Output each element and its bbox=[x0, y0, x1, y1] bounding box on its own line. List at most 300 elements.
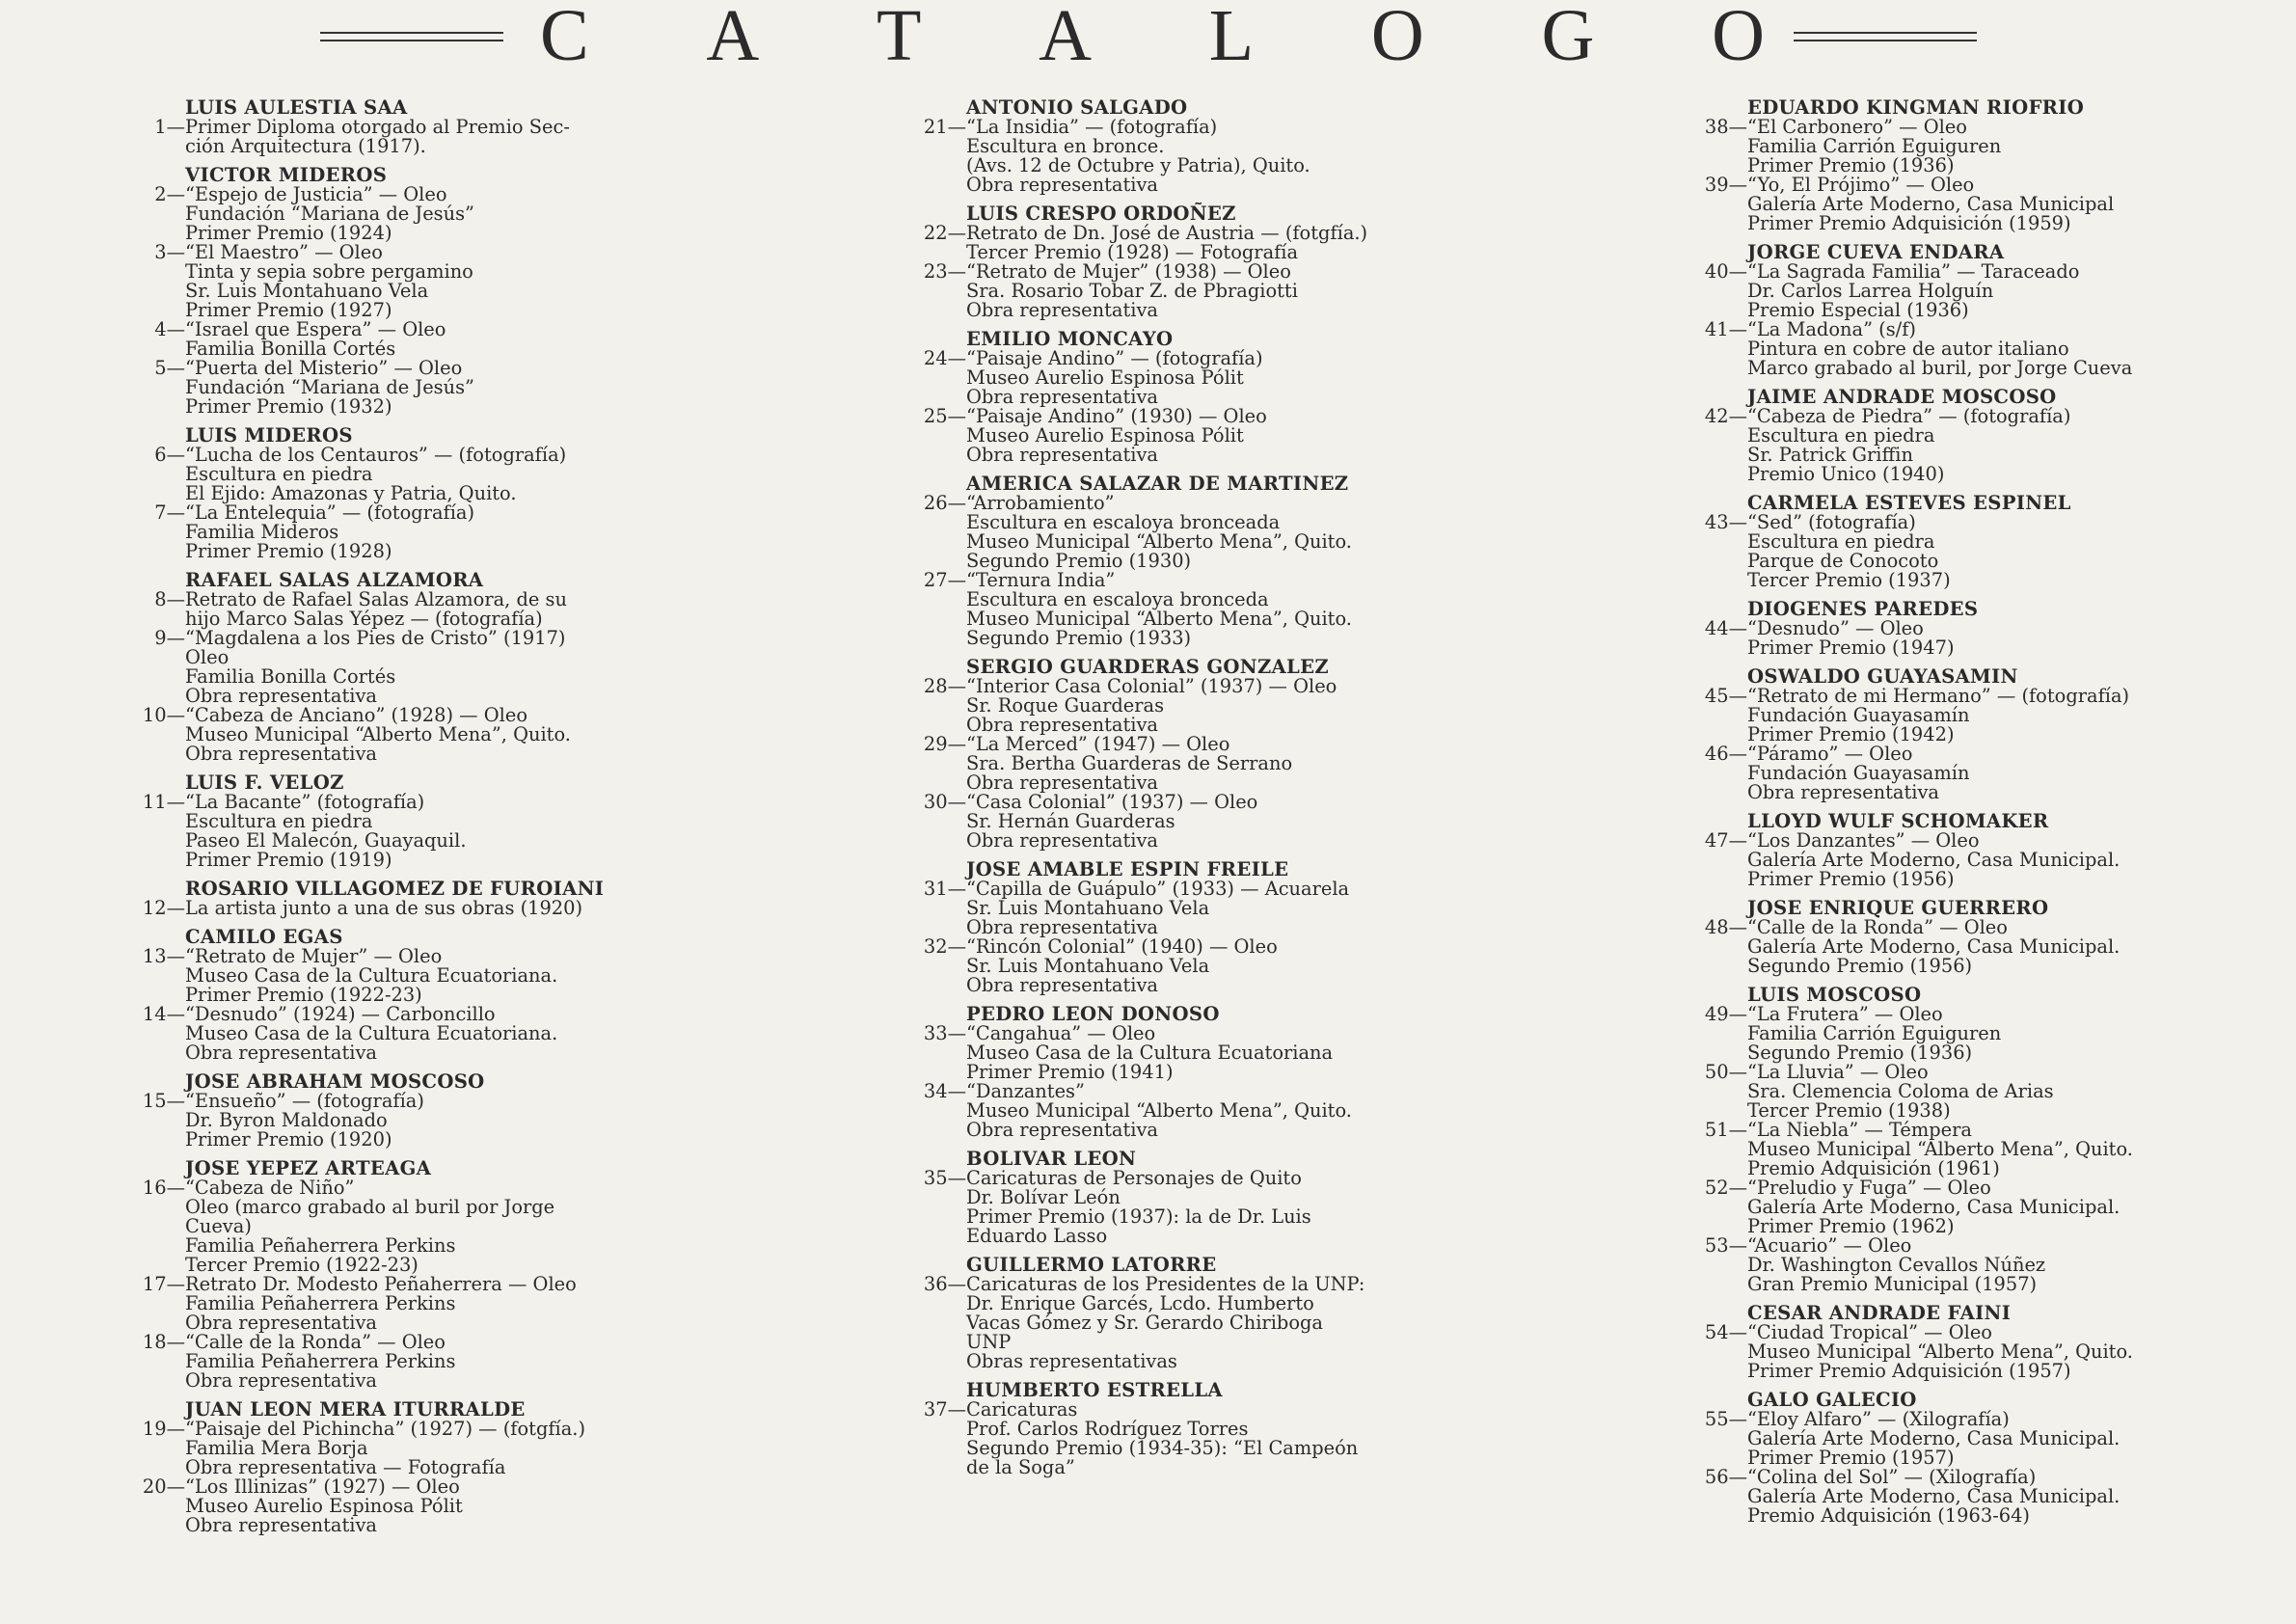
work-detail-line: Obra representativa bbox=[1747, 781, 1939, 803]
artist-name: BOLIVAR LEON bbox=[966, 1148, 1137, 1170]
work-detail-line: “Ciudad Tropical” — Oleo bbox=[1747, 1321, 1992, 1343]
work-detail-line: Sra. Rosario Tobar Z. de Pbragiotti bbox=[966, 280, 1298, 302]
artist-name: ANTONIO SALGADO bbox=[966, 96, 1188, 119]
work-detail-line: Obra representativa bbox=[966, 444, 1158, 466]
work-detail-line: Primer Premio Adquisición (1957) bbox=[1747, 1360, 2071, 1382]
work-details bbox=[185, 947, 609, 1005]
work-detail-line: Dr. Byron Maldonado bbox=[185, 1109, 388, 1131]
artist-name: LUIS MIDEROS bbox=[185, 424, 353, 447]
work-details bbox=[966, 793, 1429, 851]
work-details bbox=[1747, 831, 2210, 889]
work-detail-line: Museo Casa de la Cultura Ecuatoriana. bbox=[185, 1022, 558, 1044]
work-detail-line: “Calle de la Ronda” — Oleo bbox=[185, 1331, 446, 1353]
work-detail-line: Eduardo Lasso bbox=[966, 1225, 1108, 1247]
work-detail-line: Escultura en piedra bbox=[1747, 424, 1935, 447]
work-number: 45— bbox=[1704, 685, 1747, 707]
work-number: 33— bbox=[923, 1022, 966, 1044]
work-detail-line: El Ejido: Amazonas y Patria, Quito. bbox=[185, 482, 517, 504]
work-details bbox=[966, 880, 1429, 937]
work-detail-line: Segundo Premio (1933) bbox=[966, 627, 1192, 649]
work-number: 27— bbox=[923, 569, 966, 591]
work-entry bbox=[1689, 918, 2210, 976]
artist-name: JORGE CUEVA ENDARA bbox=[1747, 241, 2005, 263]
work-detail-line: Primer Premio (1942) bbox=[1747, 723, 1955, 745]
title-letter: O bbox=[1370, 0, 1424, 76]
work-detail-line: Galería Arte Moderno, Casa Municipal. bbox=[1747, 935, 2120, 958]
artist-entry bbox=[127, 166, 609, 417]
artist-name: JUAN LEON MERA ITURRALDE bbox=[185, 1398, 526, 1421]
work-number: 48— bbox=[1704, 916, 1747, 938]
artist-name: OSWALDO GUAYASAMIN bbox=[1747, 665, 2018, 688]
work-entry bbox=[1689, 1323, 2210, 1381]
work-details bbox=[966, 937, 1429, 995]
artist-entry bbox=[908, 330, 1429, 465]
work-number: 46— bbox=[1704, 743, 1747, 765]
catalog-column-2 bbox=[908, 93, 1429, 1477]
work-detail-line: La artista junto a una de sus obras (1920) bbox=[185, 897, 583, 919]
work-detail-line: Dr. Carlos Larrea Holguín bbox=[1747, 280, 1994, 302]
work-detail-line: Sr. Luis Montahuano Vela bbox=[966, 897, 1210, 919]
artist-name: AMERICA SALAZAR DE MARTINEZ bbox=[966, 473, 1349, 495]
artist-name: LUIS F. VELOZ bbox=[185, 771, 344, 794]
work-detail-line: Familia Bonilla Cortés bbox=[185, 665, 396, 688]
work-detail-line: Familia Peñaherrera Perkins bbox=[185, 1292, 456, 1314]
artist-entry bbox=[908, 658, 1429, 851]
work-number: 41— bbox=[1704, 318, 1747, 340]
artist-entry bbox=[908, 1256, 1429, 1371]
work-details bbox=[185, 1333, 609, 1391]
work-number: 15— bbox=[142, 1090, 185, 1112]
work-detail-line: Tercer Premio (1928) — Fotografía bbox=[966, 241, 1299, 263]
work-entry bbox=[127, 1178, 609, 1275]
work-number: 42— bbox=[1704, 405, 1747, 427]
work-detail-line: “Acuario” — Oleo bbox=[1747, 1234, 1912, 1257]
work-detail-line: Familia Mideros bbox=[185, 521, 339, 543]
work-entry bbox=[908, 494, 1429, 571]
work-detail-line: Galería Arte Moderno, Casa Municipal bbox=[1747, 193, 2115, 215]
work-details bbox=[966, 735, 1429, 793]
work-number: 54— bbox=[1704, 1321, 1747, 1343]
work-entry bbox=[127, 793, 609, 870]
artist-name: VICTOR MIDEROS bbox=[185, 164, 388, 186]
work-entry bbox=[908, 1082, 1429, 1140]
artist-entry bbox=[127, 426, 609, 561]
work-detail-line: Obras representativas bbox=[966, 1350, 1177, 1372]
work-detail-line: Vacas Gómez y Sr. Gerardo Chiriboga bbox=[966, 1312, 1323, 1334]
work-detail-line: “Cabeza de Niño” bbox=[185, 1177, 355, 1199]
work-detail-line: Segundo Premio (1934-35): “El Campeón bbox=[966, 1437, 1359, 1459]
work-details bbox=[1747, 1236, 2210, 1294]
work-details bbox=[185, 706, 609, 764]
work-detail-line: Premio Adquisición (1961) bbox=[1747, 1157, 2000, 1179]
work-number: 30— bbox=[923, 791, 966, 813]
work-detail-line: Obra representativa bbox=[966, 771, 1158, 794]
work-detail-line: Familia Bonilla Cortés bbox=[185, 338, 396, 360]
work-detail-line: “Cabeza de Anciano” (1928) — Oleo bbox=[185, 704, 527, 726]
work-details bbox=[1747, 619, 2210, 658]
work-entry bbox=[908, 224, 1429, 262]
work-detail-line: Fundación Guayasamín bbox=[1747, 762, 1970, 784]
work-details bbox=[966, 677, 1429, 735]
work-number: 55— bbox=[1704, 1408, 1747, 1430]
work-detail-line: Galería Arte Moderno, Casa Municipal. bbox=[1747, 849, 2120, 871]
work-detail-line: Primer Premio (1932) bbox=[185, 395, 392, 418]
work-detail-line: Museo Aurelio Espinosa Pólit bbox=[185, 1495, 463, 1517]
work-entry bbox=[127, 1333, 609, 1391]
work-entry bbox=[908, 349, 1429, 407]
artist-entry bbox=[1689, 600, 2210, 658]
work-detail-line: “La Entelequia” — (fotografía) bbox=[185, 501, 475, 524]
artist-entry bbox=[908, 98, 1429, 195]
artist-name: CAMILO EGAS bbox=[185, 926, 343, 948]
work-entry bbox=[1689, 262, 2210, 320]
work-entry bbox=[127, 320, 609, 359]
title-letter: A bbox=[706, 0, 760, 76]
title-letter: G bbox=[1541, 0, 1595, 76]
work-entry bbox=[1689, 619, 2210, 658]
work-detail-line: Obra representativa bbox=[185, 1514, 377, 1536]
work-detail-line: “Retrato de mi Hermano” — (fotografía) bbox=[1747, 685, 2130, 707]
title-letter: C bbox=[540, 0, 589, 76]
work-detail-line: Retrato de Dn. José de Austria — (fotgfía.) bbox=[966, 222, 1368, 244]
work-number: 1— bbox=[154, 116, 185, 138]
work-detail-line: “La Sagrada Familia” — Taraceado bbox=[1747, 260, 2080, 283]
work-details bbox=[185, 320, 609, 359]
work-detail-line: Obra representativa bbox=[966, 299, 1158, 321]
artist-name: CESAR ANDRADE FAINI bbox=[1747, 1302, 2012, 1324]
work-detail-line: “Puerta del Misterio” — Oleo bbox=[185, 357, 463, 379]
work-detail-line: “La Bacante” (fotografía) bbox=[185, 791, 425, 813]
work-detail-line: Segundo Premio (1930) bbox=[966, 550, 1192, 572]
work-detail-line: Oleo (marco grabado al buril por Jorge bbox=[185, 1196, 555, 1218]
work-number: 18— bbox=[142, 1331, 185, 1353]
catalog-column-3 bbox=[1689, 93, 2210, 1526]
work-number: 2— bbox=[154, 183, 185, 205]
work-detail-line: Premio Especial (1936) bbox=[1747, 299, 1969, 321]
work-detail-line: Obra representativa bbox=[966, 829, 1158, 852]
work-number: 11— bbox=[142, 791, 185, 813]
work-details bbox=[1747, 1323, 2210, 1381]
work-detail-line: Sra. Clemencia Coloma de Arias bbox=[1747, 1080, 2054, 1102]
work-entry bbox=[908, 677, 1429, 735]
artist-entry bbox=[908, 474, 1429, 648]
work-detail-line: Dr. Bolívar León bbox=[966, 1186, 1121, 1208]
work-details bbox=[185, 793, 609, 870]
artist-entry bbox=[1689, 243, 2210, 378]
work-detail-line: Museo Casa de la Cultura Ecuatoriana bbox=[966, 1042, 1334, 1064]
artist-name: CARMELA ESTEVES ESPINEL bbox=[1747, 492, 2071, 514]
work-detail-line: “Danzantes” bbox=[966, 1080, 1085, 1102]
work-details bbox=[185, 1477, 609, 1535]
work-entry bbox=[908, 407, 1429, 465]
work-detail-line: Tinta y sepia sobre pergamino bbox=[185, 260, 473, 283]
title-rule-right bbox=[1794, 32, 1977, 41]
work-details bbox=[1747, 1468, 2210, 1526]
work-detail-line: Primer Premio (1956) bbox=[1747, 868, 1955, 890]
page-title bbox=[540, 0, 1765, 76]
work-detail-line: Caricaturas de los Presidentes de la UNP: bbox=[966, 1273, 1365, 1295]
work-entry bbox=[908, 118, 1429, 195]
work-entry bbox=[908, 1400, 1429, 1477]
work-details bbox=[966, 407, 1429, 465]
work-detail-line: Familia Peñaherrera Perkins bbox=[185, 1350, 456, 1372]
work-entry bbox=[1689, 831, 2210, 889]
work-number: 10— bbox=[142, 704, 185, 726]
work-details bbox=[1747, 407, 2210, 484]
work-detail-line: “Eloy Alfaro” — (Xilografía) bbox=[1747, 1408, 2010, 1430]
work-detail-line: Familia Mera Borja bbox=[185, 1437, 368, 1459]
work-details bbox=[966, 349, 1429, 407]
work-detail-line: Sr. Luis Montahuano Vela bbox=[966, 955, 1210, 977]
work-details bbox=[1747, 262, 2210, 320]
work-detail-line: Museo Municipal “Alberto Mena”, Quito. bbox=[966, 530, 1352, 553]
work-entry bbox=[908, 1024, 1429, 1082]
work-detail-line: Premio Adquisición (1963-64) bbox=[1747, 1504, 2030, 1527]
work-entry bbox=[908, 1275, 1429, 1371]
work-details bbox=[1747, 1005, 2210, 1063]
title-letter: O bbox=[1712, 0, 1765, 76]
work-detail-line: “Preludio y Fuga” — Oleo bbox=[1747, 1177, 1991, 1199]
work-detail-line: Escultura en bronce. bbox=[966, 135, 1165, 157]
work-details bbox=[185, 629, 609, 706]
work-entry bbox=[127, 243, 609, 320]
artist-name: JAIME ANDRADE MOSCOSO bbox=[1747, 386, 2057, 408]
work-detail-line: Segundo Premio (1956) bbox=[1747, 955, 1973, 977]
title-letter: T bbox=[877, 0, 922, 76]
work-detail-line: Galería Arte Moderno, Casa Municipal. bbox=[1747, 1485, 2120, 1507]
title-rule-left bbox=[320, 32, 503, 41]
artist-name: RAFAEL SALAS ALZAMORA bbox=[185, 569, 484, 591]
work-entry bbox=[1689, 1005, 2210, 1063]
work-detail-line: Dr. Enrique Garcés, Lcdo. Humberto bbox=[966, 1292, 1314, 1314]
work-detail-line: “Espejo de Justicia” — Oleo bbox=[185, 183, 447, 205]
work-details bbox=[185, 503, 609, 561]
work-detail-line: Galería Arte Moderno, Casa Municipal. bbox=[1747, 1427, 2120, 1449]
artist-entry bbox=[127, 1159, 609, 1391]
work-detail-line: Paseo El Malecón, Guayaquil. bbox=[185, 829, 467, 852]
work-detail-line: Cueva) bbox=[185, 1215, 252, 1237]
artist-entry bbox=[908, 1005, 1429, 1140]
work-details bbox=[185, 1275, 609, 1333]
work-number: 20— bbox=[142, 1475, 185, 1498]
work-detail-line: Tercer Premio (1938) bbox=[1747, 1099, 1951, 1122]
work-detail-line: Caricaturas bbox=[966, 1398, 1078, 1421]
work-number: 51— bbox=[1704, 1119, 1747, 1141]
work-detail-line: Museo Municipal “Alberto Mena”, Quito. bbox=[1747, 1138, 2133, 1160]
work-entry bbox=[127, 446, 609, 503]
work-detail-line: Fundación Guayasamín bbox=[1747, 704, 1970, 726]
work-detail-line: Caricaturas de Personajes de Quito bbox=[966, 1167, 1302, 1189]
work-detail-line: ción Arquitectura (1917). bbox=[185, 135, 426, 157]
work-detail-line: UNP bbox=[966, 1331, 1012, 1353]
work-details bbox=[1747, 744, 2210, 802]
work-details bbox=[185, 1005, 609, 1063]
work-detail-line: Primer Premio (1936) bbox=[1747, 154, 1955, 176]
work-number: 5— bbox=[154, 357, 185, 379]
artist-name: JOSE ABRAHAM MOSCOSO bbox=[185, 1070, 485, 1093]
artist-name: PEDRO LEON DONOSO bbox=[966, 1003, 1220, 1025]
work-detail-line: Museo Municipal “Alberto Mena”, Quito. bbox=[1747, 1340, 2133, 1363]
work-number: 47— bbox=[1704, 829, 1747, 852]
work-details bbox=[1747, 513, 2210, 590]
work-number: 19— bbox=[142, 1418, 185, 1440]
catalog-column-1 bbox=[127, 93, 609, 1535]
work-details bbox=[1747, 1121, 2210, 1178]
work-entry bbox=[908, 937, 1429, 995]
work-details bbox=[966, 1169, 1429, 1246]
work-detail-line: Obra representativa bbox=[966, 974, 1158, 996]
work-detail-line: “Yo, El Prójimo” — Oleo bbox=[1747, 174, 1975, 196]
work-detail-line: Obra representativa bbox=[185, 685, 377, 707]
work-entry bbox=[1689, 118, 2210, 176]
work-number: 24— bbox=[923, 347, 966, 369]
artist-entry bbox=[1689, 1304, 2210, 1381]
work-entry bbox=[127, 899, 609, 918]
work-number: 13— bbox=[142, 945, 185, 967]
work-detail-line: Escultura en piedra bbox=[185, 810, 373, 832]
work-detail-line: Escultura en escaloya bronceda bbox=[966, 588, 1269, 610]
work-detail-line: Museo Municipal “Alberto Mena”, Quito. bbox=[185, 723, 571, 745]
work-number: 4— bbox=[154, 318, 185, 340]
work-detail-line: “Israel que Espera” — Oleo bbox=[185, 318, 446, 340]
work-detail-line: “El Maestro” — Oleo bbox=[185, 241, 383, 263]
work-detail-line: Primer Premio (1962) bbox=[1747, 1215, 1955, 1237]
artist-name: LUIS AULESTIA SAA bbox=[185, 96, 408, 119]
work-detail-line: Retrato de Rafael Salas Alzamora, de su bbox=[185, 588, 567, 610]
artist-entry bbox=[1689, 812, 2210, 889]
work-number: 28— bbox=[923, 675, 966, 697]
work-number: 37— bbox=[923, 1398, 966, 1421]
work-entry bbox=[127, 706, 609, 764]
work-entry bbox=[1689, 1121, 2210, 1178]
work-entry bbox=[1689, 1468, 2210, 1526]
work-details bbox=[185, 1420, 609, 1477]
artist-entry bbox=[127, 928, 609, 1063]
work-detail-line: Primer Premio Adquisición (1959) bbox=[1747, 212, 2071, 234]
work-entry bbox=[1689, 1178, 2210, 1236]
work-entry bbox=[127, 503, 609, 561]
work-details bbox=[966, 118, 1429, 195]
artist-entry bbox=[1689, 388, 2210, 484]
artist-name: HUMBERTO ESTRELLA bbox=[966, 1379, 1223, 1401]
work-details bbox=[966, 571, 1429, 648]
work-number: 34— bbox=[923, 1080, 966, 1102]
work-number: 23— bbox=[923, 260, 966, 283]
artist-entry bbox=[127, 1400, 609, 1535]
work-entry bbox=[127, 1275, 609, 1333]
artist-entry bbox=[908, 860, 1429, 995]
work-detail-line: Primer Premio (1947) bbox=[1747, 636, 1955, 659]
artist-entry bbox=[127, 880, 609, 918]
work-detail-line: Museo Casa de la Cultura Ecuatoriana. bbox=[185, 964, 558, 987]
work-detail-line: Museo Municipal “Alberto Mena”, Quito. bbox=[966, 1099, 1352, 1122]
work-detail-line: Familia Carrión Eguiguren bbox=[1747, 1022, 2002, 1044]
work-number: 36— bbox=[923, 1273, 966, 1295]
work-entry bbox=[908, 571, 1429, 648]
artist-name: DIOGENES PAREDES bbox=[1747, 598, 1979, 620]
work-number: 16— bbox=[142, 1177, 185, 1199]
work-detail-line: Familia Carrión Eguiguren bbox=[1747, 135, 2002, 157]
work-detail-line: “La Madona” (s/f) bbox=[1747, 318, 1916, 340]
work-detail-line: “Desnudo” (1924) — Carboncillo bbox=[185, 1003, 496, 1025]
work-details bbox=[185, 1178, 609, 1275]
work-details bbox=[185, 118, 609, 156]
work-detail-line: “Cabeza de Piedra” — (fotografía) bbox=[1747, 405, 2071, 427]
work-number: 32— bbox=[923, 935, 966, 958]
work-number: 52— bbox=[1704, 1177, 1747, 1199]
work-detail-line: Museo Aurelio Espinosa Pólit bbox=[966, 424, 1244, 447]
work-details bbox=[966, 1275, 1429, 1371]
artist-entry bbox=[127, 98, 609, 156]
work-detail-line: Tercer Premio (1937) bbox=[1747, 569, 1951, 591]
work-detail-line: “Cangahua” — Oleo bbox=[966, 1022, 1156, 1044]
work-entry bbox=[1689, 513, 2210, 590]
work-entry bbox=[127, 359, 609, 417]
work-number: 7— bbox=[154, 501, 185, 524]
artist-entry bbox=[127, 571, 609, 764]
work-details bbox=[185, 590, 609, 629]
work-detail-line: Primer Premio (1937): la de Dr. Luis bbox=[966, 1205, 1311, 1228]
work-detail-line: Escultura en piedra bbox=[185, 463, 373, 485]
work-detail-line: “Interior Casa Colonial” (1937) — Oleo bbox=[966, 675, 1337, 697]
title-letter: A bbox=[1039, 0, 1093, 76]
work-number: 39— bbox=[1704, 174, 1747, 196]
work-detail-line: Prof. Carlos Rodríguez Torres bbox=[966, 1418, 1249, 1440]
work-detail-line: “Magdalena a los Pies de Cristo” (1917) bbox=[185, 627, 566, 649]
work-detail-line: Obra representativa bbox=[185, 1042, 377, 1064]
work-detail-line: “Casa Colonial” (1937) — Oleo bbox=[966, 791, 1258, 813]
work-number: 40— bbox=[1704, 260, 1747, 283]
title-row bbox=[0, 0, 2296, 76]
work-detail-line: Obra representativa — Fotografía bbox=[185, 1456, 506, 1478]
work-detail-line: “Ensueño” — (fotografía) bbox=[185, 1090, 424, 1112]
work-detail-line: “La Niebla” — Témpera bbox=[1747, 1119, 1972, 1141]
work-detail-line: “Páramo” — Oleo bbox=[1747, 743, 1913, 765]
artist-entry bbox=[127, 773, 609, 870]
work-detail-line: Escultura en escaloya bronceada bbox=[966, 511, 1281, 533]
work-entry bbox=[908, 793, 1429, 851]
work-entry bbox=[127, 1005, 609, 1063]
artist-entry bbox=[1689, 899, 2210, 976]
work-number: 12— bbox=[142, 897, 185, 919]
work-detail-line: “La Frutera” — Oleo bbox=[1747, 1003, 1943, 1025]
work-detail-line: Segundo Premio (1936) bbox=[1747, 1042, 1973, 1064]
work-detail-line: “Lucha de los Centauros” — (fotografía) bbox=[185, 444, 567, 466]
work-entry bbox=[1689, 744, 2210, 802]
work-detail-line: “La Lluvia” — Oleo bbox=[1747, 1061, 1929, 1083]
work-entry bbox=[127, 947, 609, 1005]
work-detail-line: Obra representativa bbox=[966, 1119, 1158, 1141]
work-number: 17— bbox=[142, 1273, 185, 1295]
work-detail-line: Premio Unico (1940) bbox=[1747, 463, 1945, 485]
work-detail-line: Primer Premio (1919) bbox=[185, 849, 392, 871]
work-entry bbox=[127, 1420, 609, 1477]
work-entry bbox=[127, 590, 609, 629]
work-detail-line: Retrato Dr. Modesto Peñaherrera — Oleo bbox=[185, 1273, 577, 1295]
work-detail-line: “La Insidia” — (fotografía) bbox=[966, 116, 1218, 138]
work-entry bbox=[908, 262, 1429, 320]
work-details bbox=[966, 224, 1429, 262]
work-detail-line: Primer Premio (1922-23) bbox=[185, 984, 422, 1006]
work-number: 8— bbox=[154, 588, 185, 610]
work-number: 44— bbox=[1704, 617, 1747, 639]
artist-entry bbox=[1689, 1391, 2210, 1526]
work-detail-line: Gran Premio Municipal (1957) bbox=[1747, 1273, 2038, 1295]
work-detail-line: “Colina del Sol” — (Xilografía) bbox=[1747, 1466, 2037, 1488]
work-detail-line: Tercer Premio (1922-23) bbox=[185, 1254, 419, 1276]
work-detail-line: Primer Premio (1957) bbox=[1747, 1447, 1955, 1469]
work-detail-line: Fundación “Mariana de Jesús” bbox=[185, 376, 474, 398]
